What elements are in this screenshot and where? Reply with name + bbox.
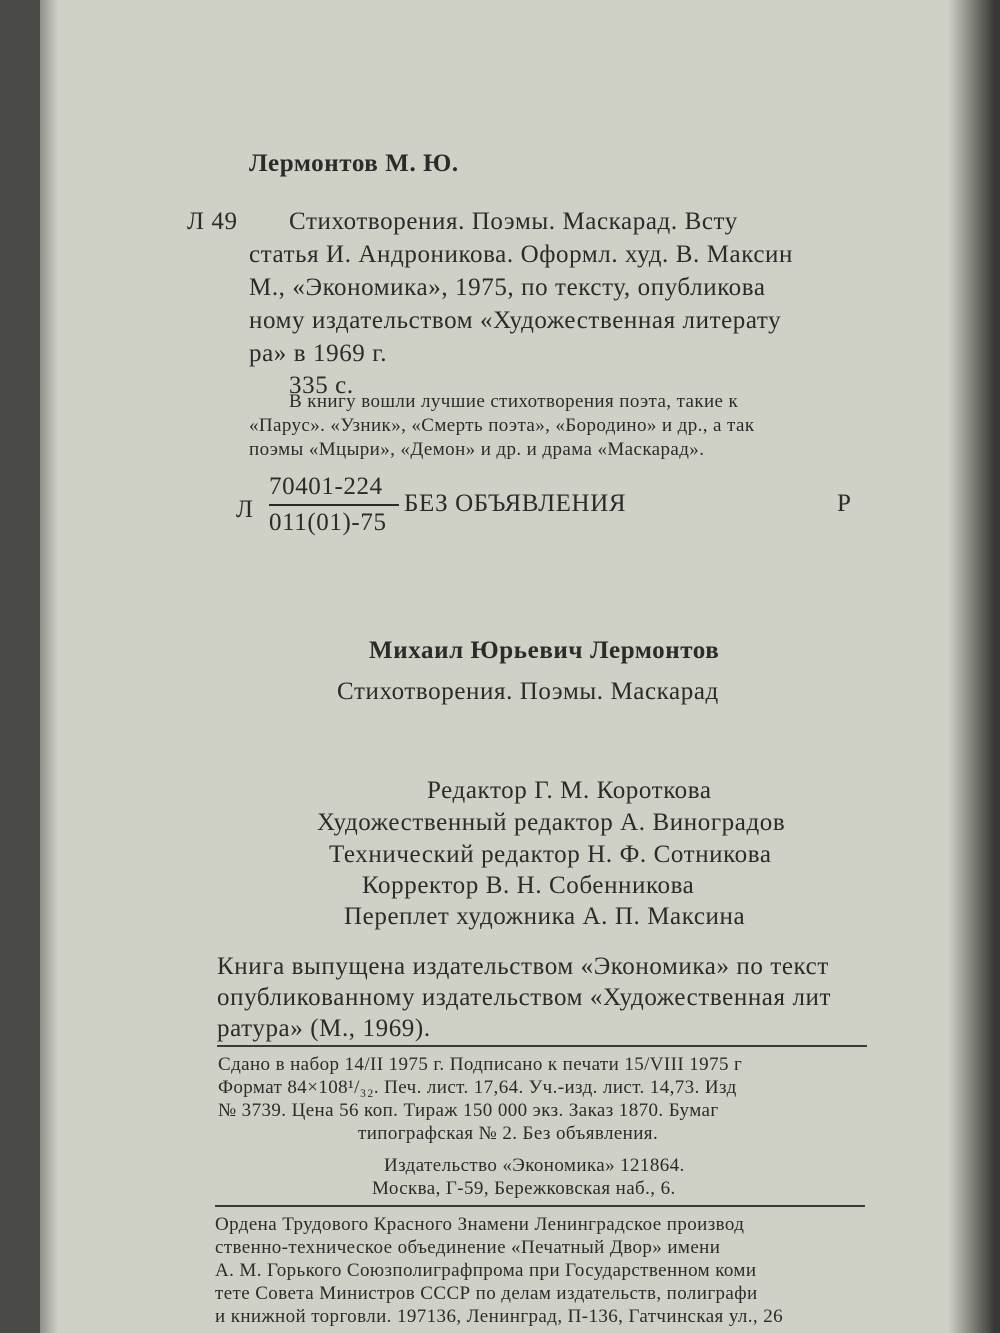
- edge-letter: Р: [837, 490, 852, 517]
- card-line-3: М., «Экономика», 1975, по тексту, опубликова: [249, 274, 766, 301]
- publisher-note-line-3: ратура» (М., 1969).: [217, 1015, 431, 1042]
- staff-proofreader: Корректор В. Н. Собенникова: [362, 872, 695, 899]
- print-data-line-2: Формат 84×108¹/₃₂. Печ. лист. 17,64. Уч.-изд. лист. 14,73. Изд: [218, 1077, 737, 1098]
- divider-top: [217, 1045, 867, 1047]
- printer-info-line-1: Ордена Трудового Красного Знамени Ленинградское производ: [215, 1214, 745, 1235]
- divider-bottom: [215, 1205, 865, 1207]
- annotation-line-2: «Парус». «Узник», «Смерть поэта», «Бородино» и др., а так: [249, 415, 755, 436]
- page-edge-shadow: [885, 0, 1000, 1333]
- staff-tech-editor: Технический редактор Н. Ф. Сотникова: [329, 841, 772, 868]
- publisher-note-line-1: Книга выпущена издательством «Экономика» по текст: [217, 953, 829, 980]
- printer-info-line-5: и книжной торговли. 197136, Ленинград, П-136, Гатчинская ул., 26: [215, 1306, 784, 1327]
- book-title: Стихотворения. Поэмы. Маскарад: [337, 678, 719, 705]
- publisher-note-line-2: опубликованному издательством «Художественная лит: [217, 984, 832, 1011]
- index-fraction-bar: [269, 504, 399, 506]
- annotation-line-3: поэмы «Мцыри», «Демон» и др. и драма «Маскарад».: [249, 439, 705, 460]
- staff-editor: Редактор Г. М. Короткова: [427, 777, 712, 804]
- card-line-1: Стихотворения. Поэмы. Маскарад. Всту: [289, 208, 738, 235]
- publisher-address-line-2: Москва, Г-59, Бережковская наб., 6.: [372, 1178, 676, 1199]
- print-data-line-4: типографская № 2. Без объявления.: [358, 1123, 659, 1144]
- book-page: [40, 0, 1000, 1333]
- index-letter: Л: [236, 496, 254, 523]
- card-pages: 335 с.: [289, 372, 354, 399]
- print-data-line-1: Сдано в набор 14/II 1975 г. Подписано к печати 15/VIII 1975 г: [218, 1054, 743, 1075]
- card-line-5: ра» в 1969 г.: [249, 340, 388, 367]
- publisher-address-line-1: Издательство «Экономика» 121864.: [384, 1155, 685, 1176]
- no-advert-label: БЕЗ ОБЪЯВЛЕНИЯ: [404, 490, 627, 517]
- annotation-line-1: В книгу вошли лучшие стихотворения поэта, такие к: [289, 391, 739, 412]
- printer-info-line-2: ственно-техническое объединение «Печатный Двор» имени: [215, 1237, 721, 1258]
- staff-art-editor: Художественный редактор А. Виноградов: [317, 809, 786, 836]
- card-call-number: Л 49: [187, 208, 238, 235]
- author-full-name: Михаил Юрьевич Лермонтов: [369, 637, 720, 664]
- card-line-2: статья И. Андроникова. Оформл. худ. В. Максин: [249, 241, 794, 268]
- index-denominator: 011(01)-75: [269, 509, 387, 536]
- page-gutter-shadow: [40, 0, 58, 1333]
- card-line-4: ному издательством «Художественная литерату: [249, 307, 782, 334]
- card-author-heading: Лермонтов М. Ю.: [249, 150, 459, 177]
- printer-info-line-3: А. М. Горького Союзполиграфпрома при Государственном коми: [215, 1260, 757, 1281]
- staff-binding-artist: Переплет художника А. П. Максина: [344, 903, 746, 930]
- printer-info-line-4: тете Совета Министров СССР по делам издательств, полиграфи: [215, 1283, 758, 1304]
- print-data-line-3: № 3739. Цена 56 коп. Тираж 150 000 экз. Заказ 1870. Бумаг: [218, 1100, 719, 1121]
- index-numerator: 70401-224: [269, 473, 383, 500]
